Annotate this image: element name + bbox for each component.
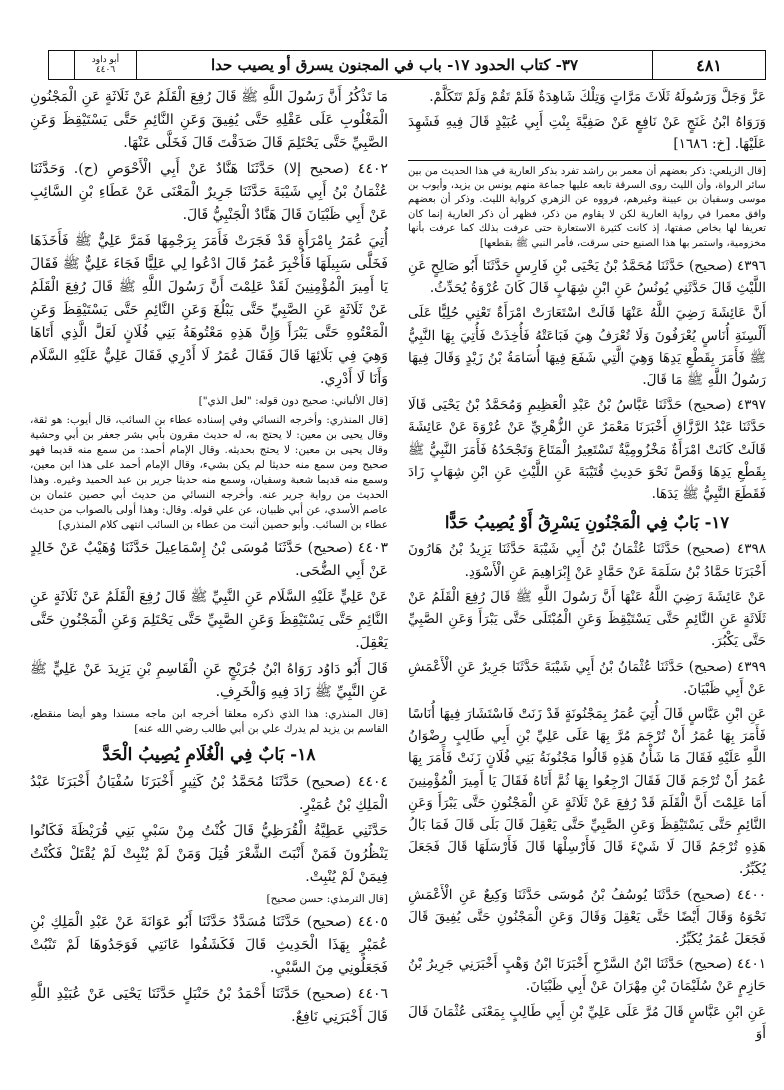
hadith-text: حَدَّثَنِي عَطِيَّةُ الْقُرَظِيُّ قَالَ كُنْتُ مِنْ سَبْيِ بَنِي قُرَيْظَةَ فَكَانُوا يَنْظُرُونَ فَمَنْ أَنْبَتَ الشَّعْرَ قُتِلَ وَمَنْ لَمْ يُنْبِتْ لَمْ يُقْتَلْ فَكُنْتُ فِيمَنْ لَمْ يُنْبِتْ.: [30, 823, 388, 885]
hadith: ٤٤٠٠ (صحيح) حَدَّثَنَا يُوسُفُ بْنُ مُوسَى حَدَّثَنَا وَكِيعٌ عَنِ الْأَعْمَشِ نَحْوَهُ وَقَالَ أَيْضًا حَتَّى يَعْقِلَ وَقَالَ وَعَنِ الْمَجْنُونِ حَتَّى يُفِيقَ قَالَ فَجَعَلَ عُمَرُ يُكَبِّرُ.: [408, 886, 766, 947]
hadith: ٤٤٠٦ (صحيح) حَدَّثَنَا أَحْمَدُ بْنُ حَنْبَلٍ حَدَّثَنَا يَحْيَى عَنْ عُبَيْدِ اللَّهِ قَالَ أَخْبَرَنِي نَافِعٌ.: [30, 986, 388, 1025]
footnote: [قال المنذري: وأخرجه النسائي وفي إسناده عطاء بن السائب، قال أيوب: هو ثقة، وقال يحيى بن معين: لا يحتج به، له حديث مقرون بأبي بشر جعفر بن أبي وحشية وقال يحيى بن معين: لا يحتج بحديثه. وقال الإمام أحمد: من سمع منه قديما فهو صحيح ومن سمع منه حديثا لم يكن بشيء، وقال الإمام أحمد على هذا ابن معين، وسمع منه قديما شعبة وسفيان، وسمع منه حديثا جرير بن عبد الحميد وغيره. وهذا الحديث من رواية جرير عنه. وأخرجه النسائي من حديث أبي حصين عثمان بن عاصم الأسدي، عن أبي ظبيان، عن علي قوله. وقال: وهذا أولى بالصواب من حديث عطاء بن السائب. وأبو حصين أثبت من عطاء بن السائب انتهى كلام المنذري]: [30, 414, 388, 531]
page-number: ٤٨١: [696, 55, 722, 75]
hadith: ٤٤٠٥ (صحيح) حَدَّثَنَا مُسَدَّدٌ حَدَّثَنَا أَبُو عَوَانَةَ عَنْ عَبْدِ الْمَلِكِ بْنِ عُمَيْرٍ بِهَذَا الْحَدِيثِ قَالَ فَكَشَفُوا عَانَتِي فَوَجَدُوهَا لَمْ تَنْبُتْ فَجَعَلُونِي مِنَ السَّبْيِ.: [30, 914, 388, 976]
header-book-reference: [75, 51, 137, 79]
footnote: [قال الترمذي: حسن صحيح]: [266, 893, 388, 905]
right-column: [408, 86, 766, 1048]
hadith-text: عَنِ ابْنِ عَبَّاسٍ قَالَ أُتِيَ عُمَرُ بِمَجْنُونَةٍ قَدْ زَنَتْ فَاسْتَشَارَ فِيهَا أُنَاسًا فَأَمَرَ بِهَا عُمَرُ أَنْ تُرْجَمَ مُرَّ بِهَا عَلَى عَلِيِّ بْنِ أَبِي طَالِبٍ رِضْوَانُ اللَّهِ عَلَيْهِ فَقَالَ مَا شَأْنُ هَذِهِ قَالُوا مَجْنُونَةُ بَنِي فُلَانٍ زَنَتْ فَأَمَرَ بِهَا عُمَرُ أَنْ تُرْجَمَ قَالَ فَقَالَ ارْجِعُوا بِهَا ثُمَّ أَتَاهُ فَقَالَ يَا أَمِيرَ الْمُؤْمِنِينَ أَمَا عَلِمْتَ أَنَّ الْقَلَمَ قَدْ رُفِعَ عَنْ ثَلَاثَةٍ عَنِ الْمَجْنُونِ حَتَّى يَبْرَأَ وَعَنِ النَّائِمِ حَتَّى يَسْتَيْقِظَ وَعَنِ الصَّبِيِّ حَتَّى يَعْقِلَ قَالَ بَلَى قَالَ فَمَا بَالُ هَذِهِ تُرْجَمُ قَالَ لَا شَيْءَ قَالَ فَأَرْسِلْهَا قَالَ فَأَرْسَلَهَا قَالَ فَجَعَلَ يُكَبِّرُ.: [408, 705, 766, 878]
hadith: ٤٣٩٨ (صحيح) حَدَّثَنَا عُثْمَانُ بْنُ أَبِي شَيْبَةَ حَدَّثَنَا يَزِيدُ بْنُ هَارُونَ أَخْبَرَنَا حَمَّادُ بْنُ سَلَمَةَ عَنْ حَمَّادٍ عَنْ إِبْرَاهِيمَ عَنِ الْأَسْوَدِ.: [408, 541, 766, 580]
hadith: ٤٤٠١ (صحيح) حَدَّثَنَا ابْنُ السَّرْحِ أَخْبَرَنَا ابْنُ وَهْبٍ أَخْبَرَنِي جَرِيرُ بْنُ حَازِمٍ عَنْ سُلَيْمَانَ بْنِ مِهْرَانَ عَنْ أَبِي ظَبْيَانَ.: [408, 956, 766, 995]
left-column: [30, 86, 388, 1032]
footnote: [قال الألباني: صحيح دون قوله: "لعل الذي"]: [198, 395, 388, 407]
hadith-text: قَالَ أَبُو دَاوُد رَوَاهُ ابْنُ جُرَيْجٍ عَنِ الْقَاسِمِ بْنِ يَزِيدَ عَنْ عَلِيٍّ ﷺ عَنِ النَّبِيِّ ﷺ زَادَ فِيهِ وَالْخَرِفِ.: [30, 661, 388, 700]
hadith-text: عَنْ عَائِشَةَ رَضِيَ اللَّهُ عَنْهَا أَنَّ رَسُولَ اللَّهِ ﷺ قَالَ رُفِعَ الْقَلَمُ عَنْ ثَلَاثَةٍ عَنِ النَّائِمِ حَتَّى يَسْتَيْقِظَ وَعَنِ الْمُبْتَلَى حَتَّى يَبْرَأَ وَعَنِ الصَّبِيِّ حَتَّى يَكْبُرَ.: [408, 588, 766, 650]
paragraph: عَزَّ وَجَلَّ وَرَسُولَهُ ثَلَاثَ مَرَّاتٍ وَتِلْكَ شَاهِدَةٌ فَلَمْ تَقُمْ وَلَمْ تَتَكَلَّمْ.: [429, 89, 766, 105]
hadith-text: أَنَّ عَائِشَةَ رَضِيَ اللَّهُ عَنْهَا قَالَتْ اسْتَعَارَتْ امْرَأَةٌ تَعْنِي حُلِيًّا عَلَى أَلْسِنَةِ أُنَاسٍ يُعْرَفُونَ وَلَا تُعْرَفُ هِيَ فَبَاعَتْهُ فَأُخِذَتْ فَأُتِيَ بِهَا النَّبِيُّ ﷺ فَأَمَرَ بِقَطْعِ يَدِهَا وَهِيَ الَّتِي شَفَعَ فِيهَا أُسَامَةُ بْنُ زَيْدٍ وَقَالَ فِيهَا رَسُولُ اللَّهِ ﷺ مَا قَالَ.: [408, 305, 766, 389]
hadith-text: أُتِيَ عُمَرُ بِامْرَأَةٍ قَدْ فَجَرَتْ فَأَمَرَ بِرَجْمِهَا فَمَرَّ عَلِيٌّ ﷺ فَأَخَذَهَا فَخَلَّى سَبِيلَهَا فَأُخْبِرَ عُمَرُ قَالَ ادْعُوا لِي عَلِيًّا فَجَاءَ عَلِيٌّ ﷺ فَقَالَ يَا أَمِيرَ الْمُؤْمِنِينَ لَقَدْ عَلِمْتَ أَنَّ رَسُولَ اللَّهِ ﷺ قَالَ رُفِعَ الْقَلَمُ عَنْ ثَلَاثَةٍ عَنِ الصَّبِيِّ حَتَّى يَبْلُغَ وَعَنِ النَّائِمِ حَتَّى يَسْتَيْقِظَ وَعَنِ الْمَعْتُوهِ حَتَّى يَبْرَأَ وَإِنَّ هَذِهِ مَعْتُوهَةُ بَنِي فُلَانٍ لَعَلَّ الَّذِي أَتَاهَا وَهِيَ فِي بَلَائِهَا قَالَ فَقَالَ عُمَرُ لَا أَدْرِي فَقَالَ عَلِيٌّ عَلَيْهِ السَّلَام وَأَنَا لَا أَدْرِي.: [30, 233, 388, 387]
header-hadith-range: ٤٤٠٦: [95, 65, 116, 75]
hadith: ٤٣٩٦ (صحيح) حَدَّثَنَا مُحَمَّدُ بْنُ يَحْيَى بْنِ فَارِسٍ حَدَّثَنَا أَبُو صَالِحٍ عَنِ اللَّيْثِ قَالَ حَدَّثَنِي يُونُسُ عَنِ ابْنِ شِهَابٍ قَالَ كَانَ عُرْوَةُ يُحَدِّثُ.: [408, 258, 766, 297]
chapter-heading: ١٨- بَابٌ فِي الْغُلَامِ يُصِيبُ الْحَدَّ: [102, 745, 316, 765]
header-title: ٣٧- كتاب الحدود ١٧- باب في المجنون يسرق أو يصيب حدا: [137, 51, 653, 79]
hadith: ٤٣٩٧ (صحيح) حَدَّثَنَا عَبَّاسُ بْنُ عَبْدِ الْعَظِيمِ وَمُحَمَّدُ بْنُ يَحْيَى قَالَا حَدَّثَنَا عَبْدُ الرَّزَّاقِ أَخْبَرَنَا مَعْمَرٌ عَنِ الزُّهْرِيِّ عَنْ عُرْوَةَ عَنْ عَائِشَةَ قَالَتْ كَانَتْ امْرَأَةٌ مَخْزُومِيَّةٌ تَسْتَعِيرُ الْمَتَاعَ وَتَجْحَدُهُ فَأَمَرَ النَّبِيُّ ﷺ بِقَطْعِ يَدِهَا وَقَصَّ نَحْوَ حَدِيثِ قُتَيْبَةَ عَنِ اللَّيْثِ عَنِ ابْنِ شِهَابٍ زَادَ فَقَطَعَ النَّبِيُّ ﷺ يَدَهَا.: [408, 397, 766, 503]
hadith-text: عَنِ ابْنِ عَبَّاسٍ قَالَ مُرَّ عَلَى عَلِيِّ بْنِ أَبِي طَالِبٍ بِمَعْنَى عُثْمَانَ قَالَ أَوَ: [408, 1003, 766, 1042]
divider: [408, 160, 766, 161]
chapter-heading: ١٧- بَابٌ فِي الْمَجْنُونِ يَسْرِقُ أَوْ يُصِيبُ حَدًّا: [444, 513, 730, 533]
hadith: ٤٤٠٢ (صحيح إلا) حَدَّثَنَا هَنَّادٌ عَنْ أَبِي الْأَحْوَصِ (ح). وَحَدَّثَنَا عُثْمَانُ بْنُ أَبِي شَيْبَةَ حَدَّثَنَا جَرِيرٌ الْمَعْنَى عَنْ عَطَاءِ بْنِ السَّائِبِ عَنْ أَبِي ظَبْيَانَ قَالَ هَنَّادٌ الْجَنْبِيُّ قَالَ.: [30, 161, 388, 223]
footnote: [قال الزيلعي: ذكر بعضهم أن معمر بن راشد تفرد بذكر العارية في هذا الحديث من بين سائر الرواة، وأن الليث روى السرقة تابعه عليها جماعة منهم يونس بن يزيد، وأيوب بن موسى وسفيان بن عيينة وغيرهم، فرووه عن الزهري كرواية الليث. وذكر أن بعضهم وافق معمرا في رواية العارية لكن لا يقاوم من ذكر، فظهر أن ذكر العارية إنما كان تعريفا لها بخاص صفتها، إذ كانت كثيرة الاستعارة حتى عرفت بذلك كما عرفت بأنها مخزومية، واستمر بها هذا الصنيع حتى سرقت، فأمر النبي ﷺ بقطعها]: [408, 165, 766, 249]
header-blank-cell: [49, 51, 75, 79]
paragraph: وَرَوَاهُ ابْنُ غَنَجٍ عَنْ نَافِعٍ عَنْ صَفِيَّةَ بِنْتِ أَبِي عُبَيْدٍ قَالَ فِيهِ فَشَهِدَ عَلَيْهَا. [خ: ١٦٨٦]: [408, 114, 766, 153]
hadith: ٤٤٠٤ (صحيح) حَدَّثَنَا مُحَمَّدُ بْنُ كَثِيرٍ أَخْبَرَنَا سُفْيَانُ أَخْبَرَنَا عَبْدُ الْمَلِكِ بْنُ عُمَيْرٍ.: [30, 774, 388, 813]
hadith: ٤٤٠٣ (صحيح) حَدَّثَنَا مُوسَى بْنُ إِسْمَاعِيلَ حَدَّثَنَا وُهَيْبٌ عَنْ خَالِدٍ عَنْ أَبِي الضُّحَى.: [30, 540, 388, 579]
hadith-text: عَنْ عَلِيٍّ عَلَيْهِ السَّلَام عَنِ النَّبِيِّ ﷺ قَالَ رُفِعَ الْقَلَمُ عَنْ ثَلَاثَةٍ عَنِ النَّائِمِ حَتَّى يَسْتَيْقِظَ وَعَنِ الصَّبِيِّ حَتَّى يَحْتَلِمَ وَعَنِ الْمَجْنُونِ حَتَّى يَعْقِلَ.: [30, 589, 388, 651]
footnote: [قال المنذري: هذا الذي ذكره معلقا أخرجه ابن ماجه مسندا وهو أيضا منقطع، القاسم بن يزيد لم يدرك علي بن أبي طالب رضي الله عنه]: [30, 708, 388, 735]
page-header: [48, 50, 766, 80]
hadith: ٤٣٩٩ (صحيح) حَدَّثَنَا عُثْمَانُ بْنُ أَبِي شَيْبَةَ حَدَّثَنَا جَرِيرٌ عَنِ الْأَعْمَشِ عَنْ أَبِي ظَبْيَانَ.: [408, 658, 766, 697]
hadith-text: مَا تَذْكُرُ أَنَّ رَسُولَ اللَّهِ ﷺ قَالَ رُفِعَ الْقَلَمُ عَنْ ثَلَاثَةٍ عَنِ الْمَجْنُونِ الْمَغْلُوبِ عَلَى عَقْلِهِ حَتَّى يُفِيقَ وَعَنِ النَّائِمِ حَتَّى يَسْتَيْقِظَ وَعَنِ الصَّبِيِّ حَتَّى يَحْتَلِمَ قَالَ صَدَقْتَ قَالَ فَخَلَّى عَنْهَا.: [30, 89, 388, 151]
header-book-name: أبو داود: [91, 55, 120, 65]
